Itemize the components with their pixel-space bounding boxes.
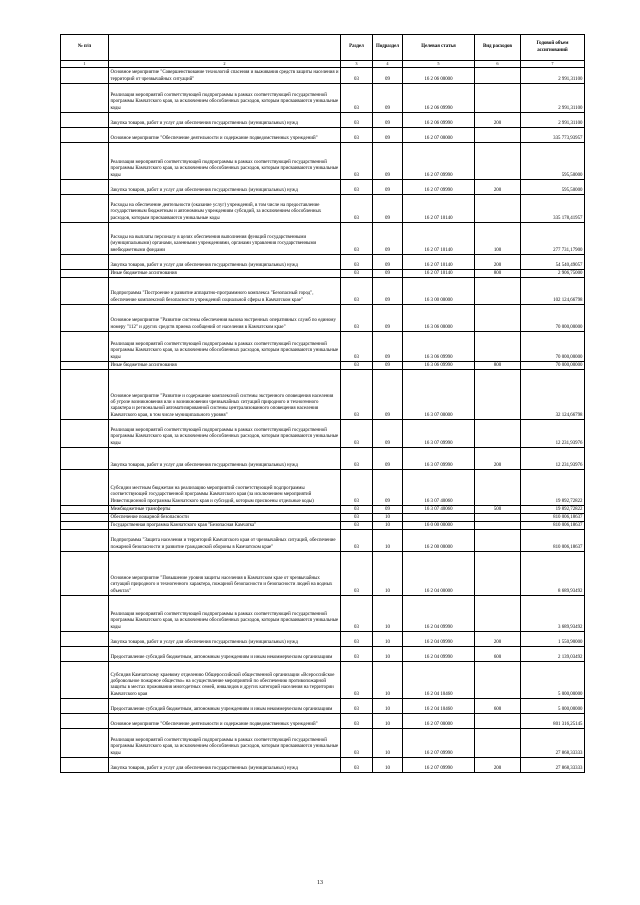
- row-target-cell: 16 3 07 00000: [403, 370, 475, 420]
- row-number-cell: [61, 278, 109, 305]
- row-section-cell: 03: [341, 420, 373, 448]
- row-number-cell: [61, 647, 109, 662]
- row-amount-cell: 27 868,33333: [521, 729, 585, 758]
- row-kind-cell: [475, 84, 521, 113]
- row-number-cell: [61, 530, 109, 552]
- row-number-cell: [61, 514, 109, 522]
- table-row: [61, 552, 585, 596]
- row-target-cell: 16 2 04 00000: [403, 552, 475, 596]
- row-kind-cell: 200: [475, 448, 521, 470]
- table-row: [61, 113, 585, 128]
- row-subsection-cell: 09: [373, 68, 403, 84]
- table-row: [61, 370, 585, 420]
- row-number-cell: [61, 68, 109, 84]
- row-kind-cell: 100: [475, 223, 521, 255]
- row-name-cell: Субсидии местным бюджетам на реализацию мероприятий соответствующей подпрограммы соответствующей государственной программы Камчатского края (за исключением мероприятий Инвестиционной программы Камчатского края и субсидий, которым присвоены отдельные коды): [109, 470, 341, 506]
- row-amount-cell: 70 000,00000: [521, 305, 585, 332]
- table-row: [61, 332, 585, 362]
- row-target-cell: [403, 514, 475, 522]
- column-number: 7: [521, 61, 585, 68]
- row-subsection-cell: 09: [373, 223, 403, 255]
- row-name-cell: Реализация мероприятий соответствующей подпрограммы в рамках соответствующей государственной программы Камчатского края, за исключением обособленных расходов, которым присваиваются уникальные коды: [109, 729, 341, 758]
- row-name-cell: Основное мероприятие "Повышение уровня защиты населения в Камчатском крае от чрезвычайных ситуаций природного и техногенного характера, пожарной безопасности и безопасности людей на водных объектах": [109, 552, 341, 596]
- row-number-cell: [61, 332, 109, 362]
- row-section-cell: 03: [341, 596, 373, 632]
- row-number-cell: [61, 506, 109, 514]
- row-target-cell: 16 2 00 00000: [403, 530, 475, 552]
- row-number-cell: [61, 662, 109, 699]
- table-row: [61, 506, 585, 514]
- row-amount-cell: 8 689,93492: [521, 552, 585, 596]
- row-section-cell: 03: [341, 195, 373, 223]
- row-section-cell: 03: [341, 714, 373, 729]
- row-subsection-cell: 10: [373, 530, 403, 552]
- row-name-cell: Предоставление субсидий бюджетным, автономным учреждениям и иным некоммерческим организациям: [109, 699, 341, 714]
- header-name: [109, 35, 341, 61]
- row-amount-cell: 19 892,72822: [521, 470, 585, 506]
- row-section-cell: 03: [341, 223, 373, 255]
- row-amount-cell: 277 731,17900: [521, 223, 585, 255]
- page-number: 13: [317, 880, 323, 886]
- column-number: 2: [109, 61, 341, 68]
- row-number-cell: [61, 180, 109, 195]
- row-number-cell: [61, 143, 109, 180]
- row-kind-cell: [475, 662, 521, 699]
- budget-table: [60, 34, 585, 773]
- column-number: 1: [61, 61, 109, 68]
- row-target-cell: 16 3 07 40060: [403, 470, 475, 506]
- row-section-cell: 03: [341, 180, 373, 195]
- row-name-cell: Иные бюджетные ассигнования: [109, 362, 341, 370]
- row-target-cell: 16 0 00 00000: [403, 522, 475, 530]
- row-subsection-cell: 09: [373, 255, 403, 270]
- row-section-cell: 03: [341, 514, 373, 522]
- row-section-cell: 03: [341, 729, 373, 758]
- row-amount-cell: 5 000,00000: [521, 699, 585, 714]
- row-amount-cell: 12 231,93976: [521, 448, 585, 470]
- table-row: [61, 180, 585, 195]
- row-name-cell: Предоставление субсидий бюджетным, автономным учреждениям и иным некоммерческим организациям: [109, 647, 341, 662]
- table-row: [61, 84, 585, 113]
- row-subsection-cell: 10: [373, 514, 403, 522]
- row-kind-cell: 800: [475, 270, 521, 278]
- table-row: [61, 128, 585, 143]
- row-target-cell: 16 3 00 00000: [403, 278, 475, 305]
- table-row: [61, 223, 585, 255]
- row-section-cell: 03: [341, 84, 373, 113]
- table-row: [61, 278, 585, 305]
- row-name-cell: Основное мероприятие "Развитие и содержание комплексной системы экстренного оповещения населения об угрозе возникновения или о возникновении чрезвычайных ситуаций природного и техногенного характера и региональной автоматизированной системы централизованного оповещения населения Камчатского края, в том числе муниципального уровня": [109, 370, 341, 420]
- row-name-cell: Основное мероприятие "Совершенствование технологий спасения и выживания средств защиты населения и территорий от чрезвычайных ситуаций": [109, 68, 341, 84]
- row-name-cell: Государственная программа Камчатского края "Безопасная Камчатка": [109, 522, 341, 530]
- row-subsection-cell: 10: [373, 522, 403, 530]
- row-target-cell: 16 2 04 10460: [403, 662, 475, 699]
- row-amount-cell: 801 316,25145: [521, 714, 585, 729]
- header-amount: Годовой объем ассигнований: [521, 35, 585, 61]
- row-name-cell: Обеспечение пожарной безопасности: [109, 514, 341, 522]
- row-number-cell: [61, 255, 109, 270]
- row-amount-cell: 335 178,41957: [521, 195, 585, 223]
- row-number-cell: [61, 552, 109, 596]
- row-number-cell: [61, 84, 109, 113]
- row-name-cell: Реализация мероприятий соответствующей подпрограммы в рамках соответствующей государственной программы Камчатского края, за исключением обособленных расходов, которым присваиваются уникальные коды: [109, 420, 341, 448]
- row-kind-cell: [475, 470, 521, 506]
- table-row: [61, 647, 585, 662]
- row-name-cell: Расходы на выплаты персоналу в целях обеспечения выполнения функций государственными (муниципальными) органами, казенными учреждениями, органами управления государственными внебюджетными фондами: [109, 223, 341, 255]
- header-row: [61, 35, 585, 61]
- row-amount-cell: 2 991,31100: [521, 68, 585, 84]
- row-subsection-cell: 09: [373, 195, 403, 223]
- row-target-cell: 16 2 04 09990: [403, 632, 475, 647]
- row-name-cell: Реализация мероприятий соответствующей подпрограммы в рамках соответствующей государственной программы Камчатского края, за исключением обособленных расходов, которым присваиваются уникальные коды: [109, 84, 341, 113]
- row-number-cell: [61, 113, 109, 128]
- row-subsection-cell: 09: [373, 270, 403, 278]
- row-amount-cell: 102 124,66798: [521, 278, 585, 305]
- row-kind-cell: [475, 195, 521, 223]
- row-target-cell: 16 2 07 09990: [403, 758, 475, 773]
- row-subsection-cell: 09: [373, 278, 403, 305]
- row-kind-cell: [475, 278, 521, 305]
- row-section-cell: 03: [341, 552, 373, 596]
- table-body: [61, 68, 585, 773]
- row-subsection-cell: 09: [373, 305, 403, 332]
- row-amount-cell: 595,50000: [521, 143, 585, 180]
- row-kind-cell: 600: [475, 699, 521, 714]
- row-target-cell: 16 2 04 09990: [403, 647, 475, 662]
- row-section-cell: 03: [341, 278, 373, 305]
- row-name-cell: Реализация мероприятий соответствующей подпрограммы в рамках соответствующей государственной программы Камчатского края, за исключением обособленных расходов, которым присваиваются уникальные коды: [109, 332, 341, 362]
- row-number-cell: [61, 596, 109, 632]
- row-subsection-cell: 09: [373, 84, 403, 113]
- row-number-cell: [61, 522, 109, 530]
- row-subsection-cell: 10: [373, 699, 403, 714]
- row-subsection-cell: 10: [373, 729, 403, 758]
- row-target-cell: 16 2 06 00000: [403, 68, 475, 84]
- row-kind-cell: [475, 729, 521, 758]
- row-amount-cell: 2 991,31100: [521, 84, 585, 113]
- row-number-cell: [61, 128, 109, 143]
- row-subsection-cell: 09: [373, 420, 403, 448]
- row-kind-cell: 200: [475, 113, 521, 128]
- row-name-cell: Реализация мероприятий соответствующей подпрограммы в рамках соответствующей государственной программы Камчатского края, за исключением обособленных расходов, которым присваиваются уникальные коды: [109, 143, 341, 180]
- row-amount-cell: 70 000,00000: [521, 332, 585, 362]
- row-section-cell: 03: [341, 470, 373, 506]
- row-amount-cell: 12 231,93976: [521, 420, 585, 448]
- table-row: [61, 305, 585, 332]
- column-number: 3: [341, 61, 373, 68]
- row-kind-cell: [475, 128, 521, 143]
- row-target-cell: 16 3 06 09990: [403, 362, 475, 370]
- row-section-cell: 03: [341, 128, 373, 143]
- row-section-cell: 03: [341, 522, 373, 530]
- row-target-cell: 16 2 07 00000: [403, 128, 475, 143]
- table-row: [61, 362, 585, 370]
- row-target-cell: 16 2 07 00000: [403, 714, 475, 729]
- row-subsection-cell: 09: [373, 506, 403, 514]
- header-no: № п/п: [61, 35, 109, 61]
- row-name-cell: Субсидия Камчатскому краевому отделению Общероссийской общественной организации «Всероссийское добровольное пожарное общество» на осуществление мероприятий по обеспечению противопожарной защиты в местах проживания многодетных семей, инвалидов и других категорий населения на территории Камчатского края: [109, 662, 341, 699]
- row-kind-cell: [475, 596, 521, 632]
- row-amount-cell: 27 868,33333: [521, 758, 585, 773]
- row-section-cell: 03: [341, 632, 373, 647]
- row-section-cell: 03: [341, 448, 373, 470]
- row-target-cell: 16 2 07 10140: [403, 270, 475, 278]
- row-subsection-cell: 10: [373, 647, 403, 662]
- row-name-cell: Закупка товаров, работ и услуг для обеспечения государственных (муниципальных) нужд: [109, 180, 341, 195]
- row-amount-cell: 19 892,72822: [521, 506, 585, 514]
- table-row: [61, 195, 585, 223]
- column-number: 4: [373, 61, 403, 68]
- row-number-cell: [61, 714, 109, 729]
- row-amount-cell: 54 540,49057: [521, 255, 585, 270]
- row-amount-cell: 810 006,18637: [521, 530, 585, 552]
- table-row: [61, 255, 585, 270]
- row-subsection-cell: 10: [373, 552, 403, 596]
- row-amount-cell: 32 124,66798: [521, 370, 585, 420]
- row-subsection-cell: 09: [373, 128, 403, 143]
- row-section-cell: 03: [341, 305, 373, 332]
- table-row: [61, 143, 585, 180]
- row-number-cell: [61, 420, 109, 448]
- row-target-cell: 16 2 07 09990: [403, 180, 475, 195]
- row-number-cell: [61, 758, 109, 773]
- row-section-cell: 03: [341, 662, 373, 699]
- row-number-cell: [61, 362, 109, 370]
- row-amount-cell: 1 550,90000: [521, 632, 585, 647]
- row-subsection-cell: 09: [373, 143, 403, 180]
- row-section-cell: 03: [341, 113, 373, 128]
- row-number-cell: [61, 370, 109, 420]
- row-subsection-cell: 09: [373, 448, 403, 470]
- row-kind-cell: [475, 552, 521, 596]
- row-number-cell: [61, 223, 109, 255]
- row-target-cell: 16 2 06 09990: [403, 84, 475, 113]
- row-section-cell: 03: [341, 758, 373, 773]
- row-section-cell: 03: [341, 143, 373, 180]
- row-kind-cell: [475, 305, 521, 332]
- row-target-cell: 16 3 07 09990: [403, 448, 475, 470]
- row-section-cell: 03: [341, 506, 373, 514]
- row-subsection-cell: 09: [373, 332, 403, 362]
- row-subsection-cell: 10: [373, 758, 403, 773]
- header-kind: Вид расходов: [475, 35, 521, 61]
- row-name-cell: Расходы на обеспечение деятельности (оказание услуг) учреждений, в том числе на предоставление государственным бюджетным и автономным учреждениям субсидий, за исключением обособленных расходов, которым присваиваются уникальные коды: [109, 195, 341, 223]
- row-amount-cell: 595,50000: [521, 180, 585, 195]
- table-row: [61, 270, 585, 278]
- header-target: Целевая статья: [403, 35, 475, 61]
- row-target-cell: 16 2 07 10140: [403, 223, 475, 255]
- table-row: [61, 596, 585, 632]
- row-name-cell: Иные бюджетные ассигнования: [109, 270, 341, 278]
- row-section-cell: 03: [341, 530, 373, 552]
- row-kind-cell: [475, 68, 521, 84]
- row-name-cell: Закупка товаров, работ и услуг для обеспечения государственных (муниципальных) нужд: [109, 448, 341, 470]
- row-name-cell: Закупка товаров, работ и услуг для обеспечения государственных (муниципальных) нужд: [109, 255, 341, 270]
- row-name-cell: Межбюджетные трансферты: [109, 506, 341, 514]
- row-target-cell: 16 2 04 09990: [403, 596, 475, 632]
- row-kind-cell: [475, 530, 521, 552]
- row-target-cell: 16 3 06 09990: [403, 332, 475, 362]
- table-row: [61, 714, 585, 729]
- row-target-cell: 16 3 06 00000: [403, 305, 475, 332]
- row-subsection-cell: 09: [373, 113, 403, 128]
- row-amount-cell: 2 991,31100: [521, 113, 585, 128]
- row-kind-cell: [475, 370, 521, 420]
- row-target-cell: 16 3 07 09990: [403, 420, 475, 448]
- row-section-cell: 03: [341, 362, 373, 370]
- row-target-cell: 16 2 07 09990: [403, 729, 475, 758]
- row-kind-cell: [475, 420, 521, 448]
- row-kind-cell: 600: [475, 647, 521, 662]
- row-name-cell: Закупка товаров, работ и услуг для обеспечения государственных (муниципальных) нужд: [109, 632, 341, 647]
- header-section: Раздел: [341, 35, 373, 61]
- row-name-cell: Основное мероприятие "Обеспечение деятельности и содержание подведомственных учреждений": [109, 128, 341, 143]
- row-subsection-cell: 09: [373, 362, 403, 370]
- row-subsection-cell: 10: [373, 662, 403, 699]
- column-number: 5: [403, 61, 475, 68]
- row-section-cell: 03: [341, 255, 373, 270]
- row-section-cell: 03: [341, 699, 373, 714]
- row-name-cell: Закупка товаров, работ и услуг для обеспечения государственных (муниципальных) нужд: [109, 113, 341, 128]
- table-row: [61, 729, 585, 758]
- table-row: [61, 470, 585, 506]
- row-section-cell: 03: [341, 370, 373, 420]
- row-amount-cell: 5 000,00000: [521, 662, 585, 699]
- row-number-cell: [61, 448, 109, 470]
- row-target-cell: 16 2 06 09990: [403, 113, 475, 128]
- row-section-cell: 03: [341, 332, 373, 362]
- row-name-cell: Реализация мероприятий соответствующей подпрограммы в рамках соответствующей государственной программы Камчатского края, за исключением обособленных расходов, которым присваиваются уникальные коды: [109, 596, 341, 632]
- row-kind-cell: [475, 522, 521, 530]
- row-amount-cell: 810 006,18637: [521, 522, 585, 530]
- row-number-cell: [61, 632, 109, 647]
- row-kind-cell: 200: [475, 255, 521, 270]
- row-name-cell: Закупка товаров, работ и услуг для обеспечения государственных (муниципальных) нужд: [109, 758, 341, 773]
- row-subsection-cell: 09: [373, 180, 403, 195]
- row-target-cell: 16 3 07 40060: [403, 506, 475, 514]
- row-kind-cell: 200: [475, 180, 521, 195]
- column-number: 6: [475, 61, 521, 68]
- row-amount-cell: 2 906,75000: [521, 270, 585, 278]
- row-name-cell: Подпрограмма "Построение и развитие аппаратно-программного комплекса "Безопасный город", обеспечение комплексной безопасности учреждений социальной сферы в Камчатском крае": [109, 278, 341, 305]
- row-target-cell: 16 2 07 09990: [403, 143, 475, 180]
- row-amount-cell: 70 000,00000: [521, 362, 585, 370]
- table-row: [61, 662, 585, 699]
- row-name-cell: Основное мероприятие "Обеспечение деятельности и содержание подведомственных учреждений": [109, 714, 341, 729]
- row-kind-cell: [475, 514, 521, 522]
- row-name-cell: Основное мероприятие "Развитие системы обеспечения вызова экстренных оперативных служб по единому номеру "112" и других средств приема сообщений от населения в Камчатском крае": [109, 305, 341, 332]
- row-amount-cell: 810 006,18637: [521, 514, 585, 522]
- row-number-cell: [61, 195, 109, 223]
- row-amount-cell: 2 139,03492: [521, 647, 585, 662]
- row-subsection-cell: 10: [373, 632, 403, 647]
- row-section-cell: 03: [341, 68, 373, 84]
- row-kind-cell: 200: [475, 632, 521, 647]
- row-number-cell: [61, 729, 109, 758]
- row-amount-cell: 335 773,93957: [521, 128, 585, 143]
- row-number-cell: [61, 270, 109, 278]
- table-row: [61, 68, 585, 84]
- row-subsection-cell: 09: [373, 370, 403, 420]
- table-row: [61, 522, 585, 530]
- row-number-cell: [61, 699, 109, 714]
- header-subsection: Подраздел: [373, 35, 403, 61]
- column-number-row: [61, 61, 585, 68]
- row-subsection-cell: 10: [373, 596, 403, 632]
- row-number-cell: [61, 305, 109, 332]
- table-row: [61, 420, 585, 448]
- row-section-cell: 03: [341, 270, 373, 278]
- row-subsection-cell: 10: [373, 714, 403, 729]
- table-row: [61, 699, 585, 714]
- table-row: [61, 514, 585, 522]
- row-kind-cell: [475, 332, 521, 362]
- table-row: [61, 530, 585, 552]
- row-kind-cell: [475, 714, 521, 729]
- row-number-cell: [61, 470, 109, 506]
- row-target-cell: 16 2 07 10140: [403, 255, 475, 270]
- table-row: [61, 632, 585, 647]
- row-kind-cell: [475, 143, 521, 180]
- row-target-cell: 16 2 04 10460: [403, 699, 475, 714]
- row-kind-cell: 200: [475, 758, 521, 773]
- row-section-cell: 03: [341, 647, 373, 662]
- budget-page: [60, 34, 584, 773]
- row-kind-cell: 800: [475, 362, 521, 370]
- row-subsection-cell: 09: [373, 470, 403, 506]
- table-row: [61, 448, 585, 470]
- row-kind-cell: 500: [475, 506, 521, 514]
- row-name-cell: Подпрограмма "Защита населения и территорий Камчатского края от чрезвычайных ситуаций, обеспечение пожарной безопасности и развитие гражданской обороны в Камчатском крае": [109, 530, 341, 552]
- row-amount-cell: 3 689,93492: [521, 596, 585, 632]
- row-target-cell: 16 2 07 10140: [403, 195, 475, 223]
- table-row: [61, 758, 585, 773]
